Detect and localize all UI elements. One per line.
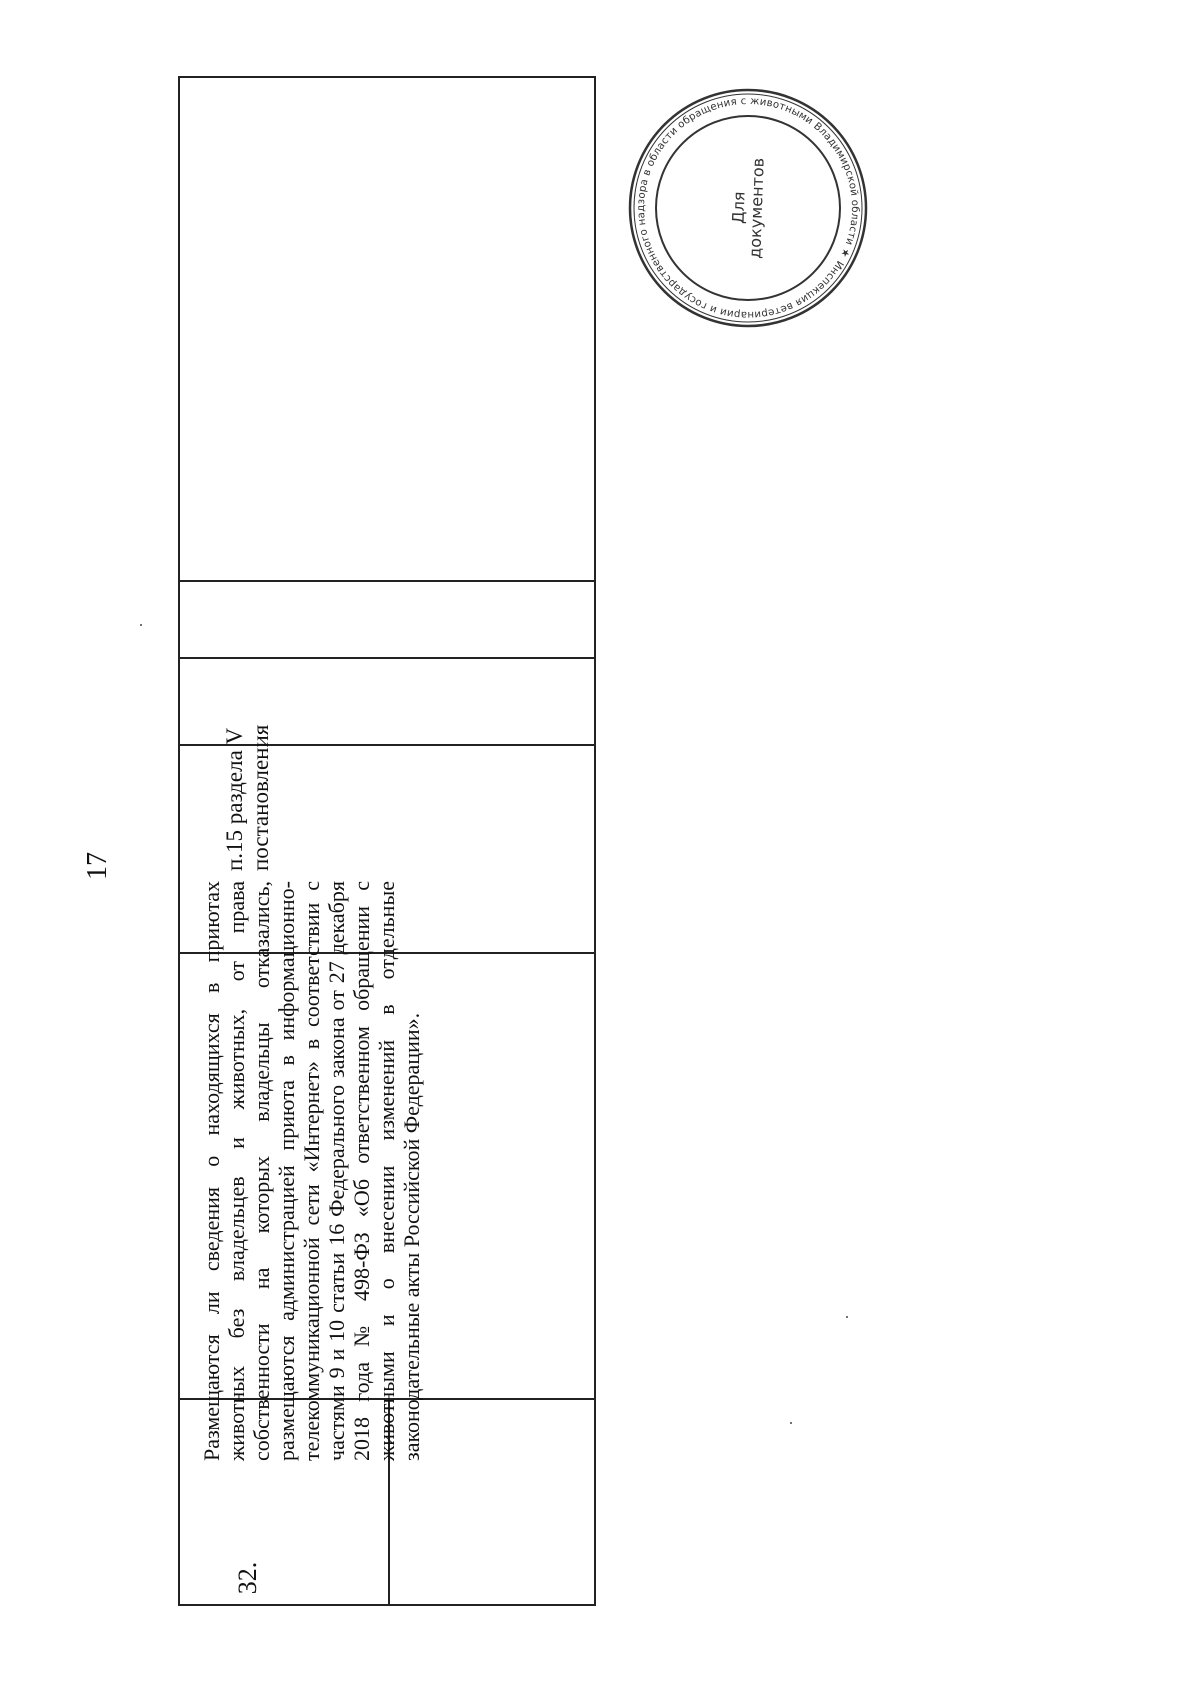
row-divider [180, 580, 594, 582]
scan-speck [140, 624, 142, 626]
stamp-center-line2: документов [745, 157, 768, 260]
stamp-center [728, 157, 767, 259]
row-number: 32. [233, 1561, 262, 1595]
scan-speck [846, 1316, 848, 1318]
scan-speck [790, 1422, 792, 1424]
legal-reference: п.15 раздела V постановления [222, 724, 273, 871]
requirement-text: Размещаются ли сведения о находящихся в приютах животных без владельцев и животных, от права собственности на которых владельцы отказались, размещаются администрацией приюта в информационно-телекоммуникационной сети «Интернет» в соответствии с частями 9 и 10 статьи 16 Федерального закона от 27 декабря 2018 года № 498-ФЗ «Об ответственном обращении с животными и о внесении изменений в отдельные законодательные акты Российской Федерации». [199, 881, 424, 1461]
official-stamp [620, 80, 876, 336]
stamp-center-line1: Для [728, 191, 749, 225]
stamp-ring-label: Инспекция ветеринарии и государственного надзора в области обращения с животными Владимирской области ★ [635, 95, 861, 321]
row-divider [180, 657, 594, 659]
page-number: 17 [82, 852, 113, 880]
